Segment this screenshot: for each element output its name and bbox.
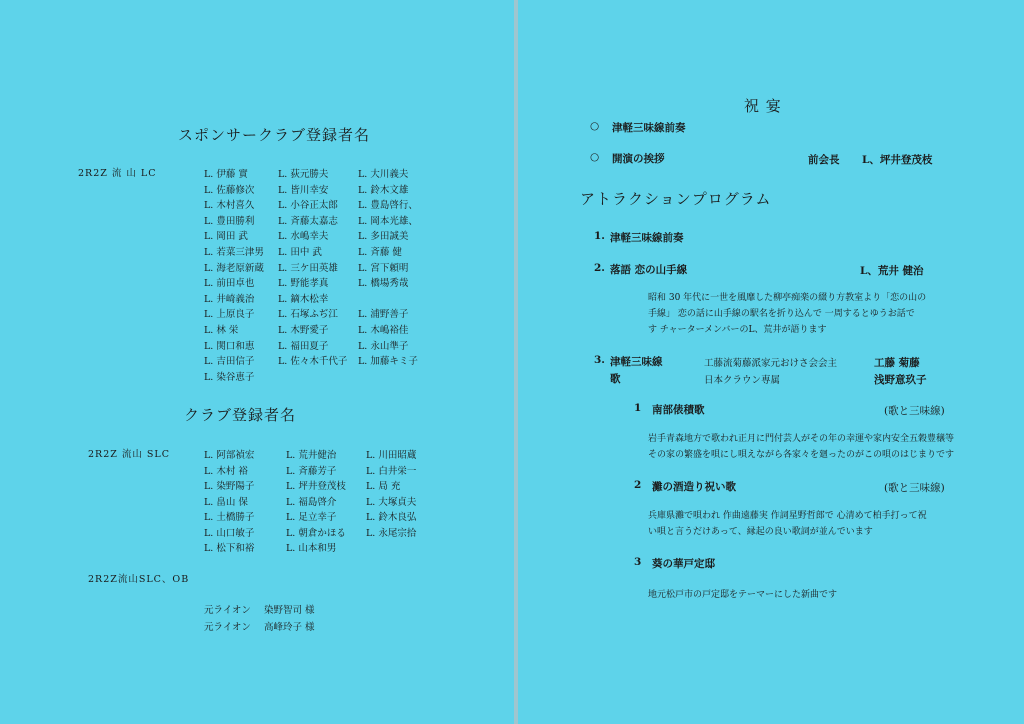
member-name: L. 豊田勝利 bbox=[204, 215, 255, 227]
member-name: L. 斉藤 健 bbox=[358, 247, 402, 258]
prog-subtitle: 歌 bbox=[610, 373, 621, 385]
member-name: L. 畠山 保 bbox=[204, 496, 248, 508]
song-num: 3 bbox=[634, 556, 642, 568]
member-name: L. 橋場秀哉 bbox=[358, 278, 409, 290]
member-name: L. 土橋勝子 bbox=[204, 512, 255, 523]
member-name: L. 加藤キミ子 bbox=[358, 356, 418, 368]
sponsor-club-name: 2R2Z 流 山 LC bbox=[78, 168, 157, 179]
member-name: L. 若菜三津男 bbox=[204, 247, 264, 258]
club-title: クラブ登録者名 bbox=[184, 406, 297, 424]
member-name: L. 荒井健治 bbox=[286, 450, 337, 461]
right-page bbox=[518, 0, 1024, 724]
prog-title: 津軽三味線前奏 bbox=[610, 232, 684, 244]
member-name: L. 永山準子 bbox=[358, 340, 409, 352]
performer-name: 浅野意玖子 bbox=[874, 374, 927, 386]
prog-performer: L、荒井 健治 bbox=[860, 265, 924, 277]
member-name: L. 豊島啓行、 bbox=[358, 200, 418, 212]
member-name: L. 福島啓介 bbox=[286, 496, 337, 508]
member-name: L. 野能孝真 bbox=[278, 278, 329, 290]
member-name: L. 上原良子 bbox=[204, 309, 255, 321]
member-name: L. 皆川幸安 bbox=[278, 184, 329, 196]
member-name: L. 水嶋幸夫 bbox=[278, 231, 329, 243]
member-name: L. 佐々木千代子 bbox=[278, 356, 348, 368]
member-name: L. 田中 武 bbox=[278, 247, 322, 258]
opening-mark: ○ bbox=[590, 120, 600, 132]
member-name: L. 木村 裕 bbox=[204, 465, 248, 477]
member-name: L. 岡田 武 bbox=[204, 231, 248, 243]
member-name: L. 坪井登茂枝 bbox=[286, 481, 346, 492]
prog-num: 3. bbox=[594, 354, 605, 366]
song-num: 1 bbox=[634, 402, 642, 414]
member-name: L. 染野陽子 bbox=[204, 481, 255, 492]
member-name: L. 大川義夫 bbox=[358, 169, 409, 180]
prog-num: 2. bbox=[594, 262, 605, 274]
member-name: L. 海老原新蔵 bbox=[204, 262, 264, 274]
member-name: L. 三ケ田英雄 bbox=[278, 262, 338, 274]
ob-title: 2R2Z流山SLC、OB bbox=[88, 574, 190, 585]
member-name: L. 鈴木良弘 bbox=[366, 512, 417, 523]
member-name: L. 木野愛子 bbox=[278, 325, 329, 336]
member-name: L. 斉藤太嘉志 bbox=[278, 215, 338, 227]
member-name: L. 荻元勝夫 bbox=[278, 169, 329, 180]
member-name: L. 大塚貞夫 bbox=[366, 496, 417, 508]
member-name: L. 井崎義治 bbox=[204, 293, 255, 305]
prog-num: 1. bbox=[594, 230, 605, 242]
member-name: L. 吉田信子 bbox=[204, 356, 255, 368]
member-name: L. 松下和裕 bbox=[204, 543, 255, 554]
song-title: 灘の酒造り祝い歌 bbox=[652, 481, 736, 493]
song-num: 2 bbox=[634, 479, 642, 491]
prog-title: 津軽三味線 bbox=[610, 356, 663, 368]
member-name: L. 岡本光雄、 bbox=[358, 215, 418, 227]
song-title: 南部俵積歌 bbox=[652, 404, 705, 416]
member-name: L. 前田卓也 bbox=[204, 278, 255, 290]
member-name: L. 白井栄一 bbox=[366, 465, 417, 477]
member-name: L. 阿部禎宏 bbox=[204, 450, 255, 461]
member-name: L. 足立幸子 bbox=[286, 512, 337, 523]
song-desc-line: い唄と言うだけあって、縁起の良い歌詞が並んでいます bbox=[648, 527, 873, 537]
prog-title: 落語 恋の山手線 bbox=[610, 264, 688, 276]
banquet-title: 祝 宴 bbox=[744, 97, 782, 115]
member-name: L. 林 栄 bbox=[204, 325, 239, 336]
song-desc-line: 兵庫県灘で唄われ 作曲遠藤実 作詞星野哲郎で 心清めて柏手打って祝 bbox=[648, 511, 927, 521]
member-name: L. 局 充 bbox=[366, 481, 401, 492]
opening-item: 津軽三味線前奏 bbox=[612, 122, 686, 134]
member-name: L. 木嶋裕佳 bbox=[358, 325, 409, 336]
song-title: 葵の華戸定邸 bbox=[652, 558, 715, 570]
member-name: L. 鈴木文雄 bbox=[358, 184, 409, 196]
member-name: L. 染谷恵子 bbox=[204, 371, 255, 383]
club-name: 2R2Z 流山 SLC bbox=[88, 449, 170, 460]
song-tag: (歌と三味線) bbox=[884, 405, 945, 417]
member-name: L. 川田昭蔵 bbox=[366, 450, 417, 461]
ob-member-role: 元ライオン bbox=[204, 622, 251, 633]
opening-speaker-role: 前会長 bbox=[808, 154, 840, 166]
member-name: L. 関口和恵 bbox=[204, 340, 255, 352]
prog2-desc-line: 手線」 恋の話に山手線の駅名を折り込んで 一周するとゆうお話で bbox=[648, 309, 915, 319]
member-name: L. 永尾宗拾 bbox=[366, 527, 417, 539]
performer-affiliation: 工藤流菊藤派家元おけさ会会主 bbox=[704, 358, 838, 369]
member-name: L. 多田誠美 bbox=[358, 231, 409, 243]
prog2-desc-line: 昭和 30 年代に一世を風靡した柳亭痴楽の綴り方教室より「恋の山の bbox=[648, 293, 927, 303]
song-tag: (歌と三味線) bbox=[884, 482, 945, 494]
member-name: L. 朝倉かほる bbox=[286, 527, 346, 539]
member-name: L. 伊藤 實 bbox=[204, 169, 248, 180]
member-name: L. 福田夏子 bbox=[278, 340, 329, 352]
song-desc-line: 岩手青森地方で歌われ正月に門付芸人がその年の幸運や家内安全五穀豊穣等 bbox=[648, 434, 955, 444]
song-desc-line: 地元松戸市の戸定邸をテーマーにした新曲です bbox=[648, 590, 838, 600]
song-desc-line: その家の繁盛を唄にし唄えながら各家々を廻ったのがこの唄のはじまりです bbox=[648, 450, 955, 460]
member-name: L. 山口敏子 bbox=[204, 527, 255, 539]
prog2-desc-line: す チャーターメンバーのL、荒井が語ります bbox=[648, 325, 827, 335]
member-name: L. 小谷正太郎 bbox=[278, 200, 338, 212]
member-name: L. 石塚ふぢ江 bbox=[278, 309, 338, 321]
ob-member-name: 高峰玲子 様 bbox=[264, 622, 315, 633]
member-name: L. 木村喜久 bbox=[204, 200, 255, 212]
performer-name: 工藤 菊藤 bbox=[874, 357, 920, 369]
opening-mark: ○ bbox=[590, 151, 600, 163]
member-name: L. 鏑木松幸 bbox=[278, 293, 329, 305]
ob-member-role: 元ライオン bbox=[204, 605, 251, 616]
member-name: L. 山本和男 bbox=[286, 543, 337, 554]
opening-item: 開演の挨拶 bbox=[612, 153, 665, 165]
performer-affiliation: 日本クラウン専属 bbox=[704, 375, 781, 386]
attraction-title: アトラクションプログラム bbox=[580, 190, 772, 208]
sponsor-title: スポンサークラブ登録者名 bbox=[178, 126, 371, 144]
member-name: L. 佐藤修次 bbox=[204, 184, 255, 196]
ob-member-name: 染野智司 様 bbox=[264, 605, 315, 616]
opening-speaker-name: L、坪井登茂枝 bbox=[862, 154, 933, 166]
member-name: L. 斉藤芳子 bbox=[286, 465, 337, 477]
member-name: L. 宮下頼明 bbox=[358, 262, 409, 274]
member-name: L. 浦野善子 bbox=[358, 309, 409, 321]
